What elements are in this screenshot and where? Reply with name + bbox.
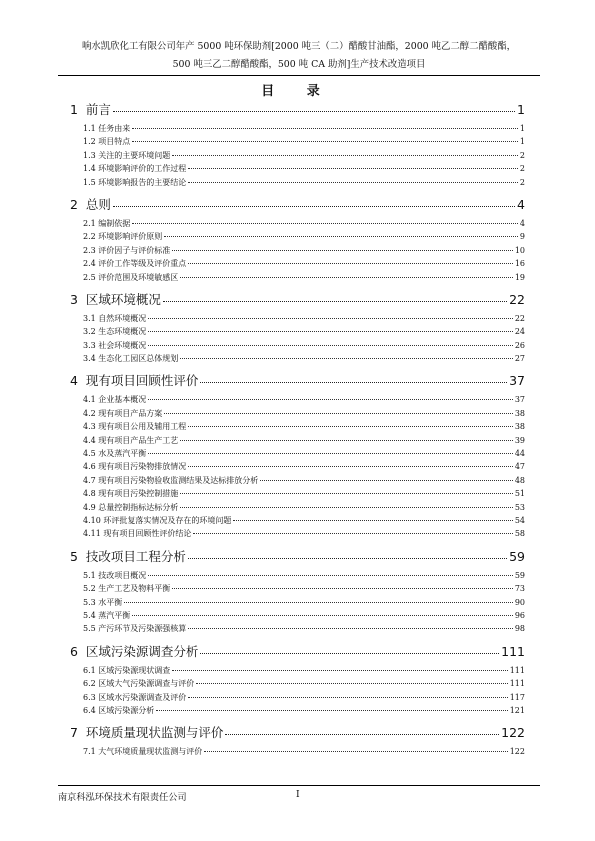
section-number: 6.1 xyxy=(83,665,96,675)
section-page: 98 xyxy=(514,624,525,634)
chapter-page: 1 xyxy=(517,102,525,117)
section-page: 48 xyxy=(514,475,525,485)
section-number: 5.3 xyxy=(83,597,96,607)
section-number: 4.9 xyxy=(83,502,96,512)
dot-leader xyxy=(172,670,507,671)
section-title: 环境影响评价的工作过程 xyxy=(98,164,187,174)
chapter-number: 3 xyxy=(70,291,78,307)
section-number: 5.5 xyxy=(83,624,96,634)
section-title: 技改项目概况 xyxy=(98,570,147,580)
dot-leader xyxy=(132,615,513,616)
toc-section-5-1[interactable] xyxy=(70,570,525,583)
dot-leader xyxy=(164,413,513,414)
section-number: 4.8 xyxy=(83,489,96,499)
section-number: 6.4 xyxy=(83,705,96,715)
document-header xyxy=(58,38,540,74)
toc-section-4-7[interactable] xyxy=(70,475,525,488)
spacer xyxy=(78,102,86,117)
chapter-number: 7 xyxy=(70,725,78,741)
section-number: 4.6 xyxy=(83,462,96,472)
toc-section-7-1[interactable] xyxy=(70,746,525,759)
chapter-title: 现有项目回顾性评价 xyxy=(85,373,199,389)
toc-section-1-3[interactable] xyxy=(70,150,525,163)
section-number: 7.1 xyxy=(83,747,96,757)
dot-leader xyxy=(260,480,513,481)
chapter-page: 122 xyxy=(501,725,525,741)
section-page: 27 xyxy=(514,354,525,364)
section-number: 2.1 xyxy=(83,218,96,228)
chapter-page: 59 xyxy=(509,548,525,564)
section-title: 项目特点 xyxy=(98,137,131,147)
toc-section-3-4[interactable] xyxy=(70,353,525,366)
toc-section-1-2[interactable] xyxy=(70,136,525,149)
section-title: 区域污染源现状调查 xyxy=(98,665,171,675)
toc-section-4-9[interactable] xyxy=(70,502,525,515)
dot-leader xyxy=(180,358,513,359)
toc-section-6-3[interactable] xyxy=(70,692,525,705)
chapter-number: 2 xyxy=(70,196,78,212)
section-page: 117 xyxy=(509,692,525,702)
toc-section-4-3[interactable] xyxy=(70,421,525,434)
dot-leader xyxy=(124,602,513,603)
dot-leader xyxy=(113,206,515,207)
toc-section-3-3[interactable] xyxy=(70,340,525,353)
section-title: 水及蒸汽平衡 xyxy=(98,449,147,459)
section-page: 51 xyxy=(514,489,525,499)
dot-leader xyxy=(113,111,515,112)
section-title: 区域水污染源调查及评价 xyxy=(98,692,187,702)
section-number: 1.1 xyxy=(83,124,96,133)
section-title: 评价范围及环境敏感区 xyxy=(98,272,179,282)
dot-leader xyxy=(172,250,513,251)
dot-leader xyxy=(132,141,518,142)
section-number: 3.2 xyxy=(83,327,96,337)
section-number: 4.7 xyxy=(83,475,96,485)
section-title: 现有项目污染物验收监测结果及达标排放分析 xyxy=(98,475,259,485)
section-title: 生态化工园区总体规划 xyxy=(98,354,179,364)
dot-leader xyxy=(148,345,513,346)
section-page: 38 xyxy=(514,408,525,418)
toc-chapter-4[interactable] xyxy=(70,371,525,394)
chapter-title: 区域污染源调查分析 xyxy=(85,643,199,659)
section-number: 5.1 xyxy=(83,570,96,580)
spacer xyxy=(78,644,86,659)
section-title: 现有项目污染控制措施 xyxy=(98,489,179,499)
toc-section-5-5[interactable] xyxy=(70,623,525,636)
dot-leader xyxy=(188,263,513,264)
section-number: 2.3 xyxy=(83,245,96,255)
dot-leader xyxy=(188,697,507,698)
dot-leader xyxy=(148,453,513,454)
section-number: 3.4 xyxy=(83,354,96,364)
section-title: 评价工作等级及评价重点 xyxy=(98,259,187,269)
dot-leader xyxy=(180,277,513,278)
section-title: 评价因子与评价标准 xyxy=(98,245,171,255)
chapter-title: 技改项目工程分析 xyxy=(85,548,186,564)
section-number: 3.3 xyxy=(83,340,96,350)
section-title: 生态环境概况 xyxy=(98,327,147,337)
section-page: 111 xyxy=(509,665,525,675)
section-number: 2.5 xyxy=(83,272,96,282)
toc-section-6-1[interactable] xyxy=(70,665,525,678)
dot-leader xyxy=(132,223,518,224)
section-page: 10 xyxy=(514,245,525,255)
section-page: 44 xyxy=(514,449,525,459)
section-page: 4 xyxy=(519,218,525,228)
section-page: 1 xyxy=(519,124,525,133)
dot-leader xyxy=(200,382,507,383)
toc-section-2-3[interactable] xyxy=(70,245,525,258)
section-page: 1 xyxy=(519,137,525,147)
spacer xyxy=(78,197,86,212)
section-page: 38 xyxy=(514,422,525,432)
section-title: 现有项目公用及辅用工程 xyxy=(98,422,187,432)
section-page: 54 xyxy=(514,515,525,525)
section-page: 2 xyxy=(519,177,525,187)
section-number: 1.2 xyxy=(83,137,96,147)
section-number: 4.5 xyxy=(83,449,96,459)
toc-section-4-4[interactable] xyxy=(70,435,525,448)
section-page: 9 xyxy=(519,232,525,242)
toc-section-4-2[interactable] xyxy=(70,408,525,421)
section-page: 47 xyxy=(514,462,525,472)
section-page: 24 xyxy=(514,327,525,337)
spacer xyxy=(78,373,86,388)
section-number: 1.4 xyxy=(83,164,96,174)
toc-section-1-4[interactable] xyxy=(70,163,525,176)
section-title: 编制依据 xyxy=(98,218,131,228)
section-page: 121 xyxy=(509,705,525,715)
dot-leader xyxy=(156,710,507,711)
section-page: 2 xyxy=(519,150,525,160)
dot-leader xyxy=(180,507,513,508)
toc-section-4-8[interactable] xyxy=(70,488,525,501)
section-title: 现有项目污染物排放情况 xyxy=(98,462,187,472)
toc-chapter-1[interactable] xyxy=(70,100,525,123)
header-line-2: 500 吨三乙二醇醋酸酯，500 吨 CA 助剂]生产技术改造项目 xyxy=(172,59,426,70)
section-page: 37 xyxy=(514,395,525,405)
toc-section-3-1[interactable] xyxy=(70,313,525,326)
dot-leader xyxy=(164,236,518,237)
section-page: 2 xyxy=(519,164,525,174)
dot-leader xyxy=(193,533,512,534)
dot-leader xyxy=(200,653,499,654)
toc-section-6-4[interactable] xyxy=(70,705,525,718)
toc-section-4-6[interactable] xyxy=(70,461,525,474)
section-title: 生产工艺及物料平衡 xyxy=(98,584,171,594)
section-title: 企业基本概况 xyxy=(98,395,147,405)
toc-section-4-1[interactable] xyxy=(70,394,525,407)
footer-page-number: I xyxy=(296,789,300,800)
chapter-page: 111 xyxy=(501,643,525,659)
section-title: 环评批复落实情况及存在的环境问题 xyxy=(103,515,232,525)
chapter-title: 总则 xyxy=(85,196,111,212)
section-page: 19 xyxy=(514,272,525,282)
toc-section-5-3[interactable] xyxy=(70,597,525,610)
chapter-page: 37 xyxy=(509,373,525,389)
section-number: 3.1 xyxy=(83,313,96,323)
section-number: 2.4 xyxy=(83,259,96,269)
toc-section-1-5[interactable] xyxy=(70,177,525,190)
dot-leader xyxy=(180,493,513,494)
section-title: 关注的主要环境问题 xyxy=(98,150,171,160)
section-number: 2.2 xyxy=(83,232,96,242)
toc-chapter-5[interactable] xyxy=(70,547,525,570)
toc-title: 目 录 xyxy=(261,84,334,99)
dot-leader xyxy=(148,399,513,400)
chapter-number: 1 xyxy=(70,102,78,117)
dot-leader xyxy=(204,751,507,752)
chapter-number: 4 xyxy=(70,373,78,389)
dot-leader xyxy=(188,182,518,183)
section-page: 73 xyxy=(514,584,525,594)
section-page: 96 xyxy=(514,610,525,620)
toc-chapter-7[interactable] xyxy=(70,723,525,746)
section-title: 大气环境质量现状监测与评价 xyxy=(98,747,203,757)
section-page: 16 xyxy=(514,259,525,269)
toc-chapter-6[interactable] xyxy=(70,642,525,665)
section-page: 90 xyxy=(514,597,525,607)
dot-leader xyxy=(172,155,518,156)
chapter-page: 22 xyxy=(509,291,525,307)
section-number: 5.2 xyxy=(83,584,96,594)
dot-leader xyxy=(196,683,507,684)
section-page: 58 xyxy=(514,529,525,539)
chapter-title: 前言 xyxy=(85,102,111,117)
section-title: 区域大气污染源调查与评价 xyxy=(98,679,195,689)
toc-section-5-2[interactable] xyxy=(70,583,525,596)
section-page: 26 xyxy=(514,340,525,350)
section-title: 现有项目产品方案 xyxy=(98,408,163,418)
toc-section-4-10[interactable] xyxy=(70,515,525,528)
dot-leader xyxy=(180,440,513,441)
section-number: 5.4 xyxy=(83,610,96,620)
section-page: 59 xyxy=(514,570,525,580)
dot-leader xyxy=(132,128,518,129)
dot-leader xyxy=(172,588,513,589)
section-title: 环境影响报告的主要结论 xyxy=(98,177,187,187)
footer-rule xyxy=(58,785,540,786)
toc-section-5-4[interactable] xyxy=(70,610,525,623)
section-title: 环境影响评价原则 xyxy=(98,232,163,242)
section-title: 区域污染源分析 xyxy=(98,705,155,715)
section-number: 4.10 xyxy=(83,515,101,525)
dot-leader xyxy=(148,575,513,576)
section-title: 水平衡 xyxy=(98,597,123,607)
toc-section-2-1[interactable] xyxy=(70,218,525,231)
dot-leader xyxy=(163,301,507,302)
dot-leader xyxy=(188,628,513,629)
section-number: 4.11 xyxy=(83,529,101,539)
section-title: 总量控制指标达标分析 xyxy=(98,502,179,512)
toc-chapter-2[interactable] xyxy=(70,195,525,218)
section-number: 4.1 xyxy=(83,395,96,405)
dot-leader xyxy=(188,466,513,467)
chapter-page: 4 xyxy=(517,196,525,212)
toc-section-1-1[interactable] xyxy=(70,123,525,136)
dot-leader xyxy=(233,520,512,521)
header-line-1: 响水凯欣化工有限公司年产 5000 吨环保助剂[2000 吨三（二）醋酸甘油酯，2000 吨乙二醇二醋酸酯， xyxy=(81,41,517,52)
section-number: 1.3 xyxy=(83,150,96,160)
spacer xyxy=(78,292,86,307)
dot-leader xyxy=(225,734,499,735)
section-page: 122 xyxy=(509,747,525,757)
section-number: 4.3 xyxy=(83,422,96,432)
spacer xyxy=(78,725,86,740)
section-number: 1.5 xyxy=(83,177,96,187)
chapter-title: 区域环境概况 xyxy=(85,291,161,307)
header-rule xyxy=(58,75,540,76)
section-page: 53 xyxy=(514,502,525,512)
chapter-number: 5 xyxy=(70,548,78,564)
section-title: 任务由来 xyxy=(98,124,131,133)
toc-section-6-2[interactable] xyxy=(70,678,525,691)
toc-section-2-5[interactable] xyxy=(70,272,525,285)
toc-section-2-4[interactable] xyxy=(70,258,525,271)
section-number: 6.3 xyxy=(83,692,96,702)
dot-leader xyxy=(188,426,513,427)
section-page: 111 xyxy=(509,679,525,689)
section-number: 4.2 xyxy=(83,408,96,418)
dot-leader xyxy=(148,318,513,319)
toc-section-3-2[interactable] xyxy=(70,326,525,339)
section-number: 6.2 xyxy=(83,679,96,689)
dot-leader xyxy=(188,168,518,169)
section-title: 产污环节及污染源强核算 xyxy=(98,624,187,634)
toc-section-2-2[interactable] xyxy=(70,231,525,244)
toc-section-4-11[interactable] xyxy=(70,528,525,541)
toc-section-4-5[interactable] xyxy=(70,448,525,461)
footer-company: 南京科泓环保技术有限责任公司 xyxy=(58,792,187,803)
section-title: 现有项目产品生产工艺 xyxy=(98,435,179,445)
toc-chapter-3[interactable] xyxy=(70,290,525,313)
section-title: 现有项目回顾性评价结论 xyxy=(103,529,192,539)
dot-leader xyxy=(148,331,513,332)
dot-leader xyxy=(188,558,507,559)
chapter-title: 环境质量现状监测与评价 xyxy=(85,725,224,741)
section-title: 蒸汽平衡 xyxy=(98,610,131,620)
table-of-contents xyxy=(70,100,525,765)
chapter-number: 6 xyxy=(70,643,78,659)
section-number: 4.4 xyxy=(83,435,96,445)
section-page: 39 xyxy=(514,435,525,445)
section-title: 社会环境概况 xyxy=(98,340,147,350)
section-page: 22 xyxy=(514,313,525,323)
spacer xyxy=(78,549,86,564)
section-title: 自然环境概况 xyxy=(98,313,147,323)
